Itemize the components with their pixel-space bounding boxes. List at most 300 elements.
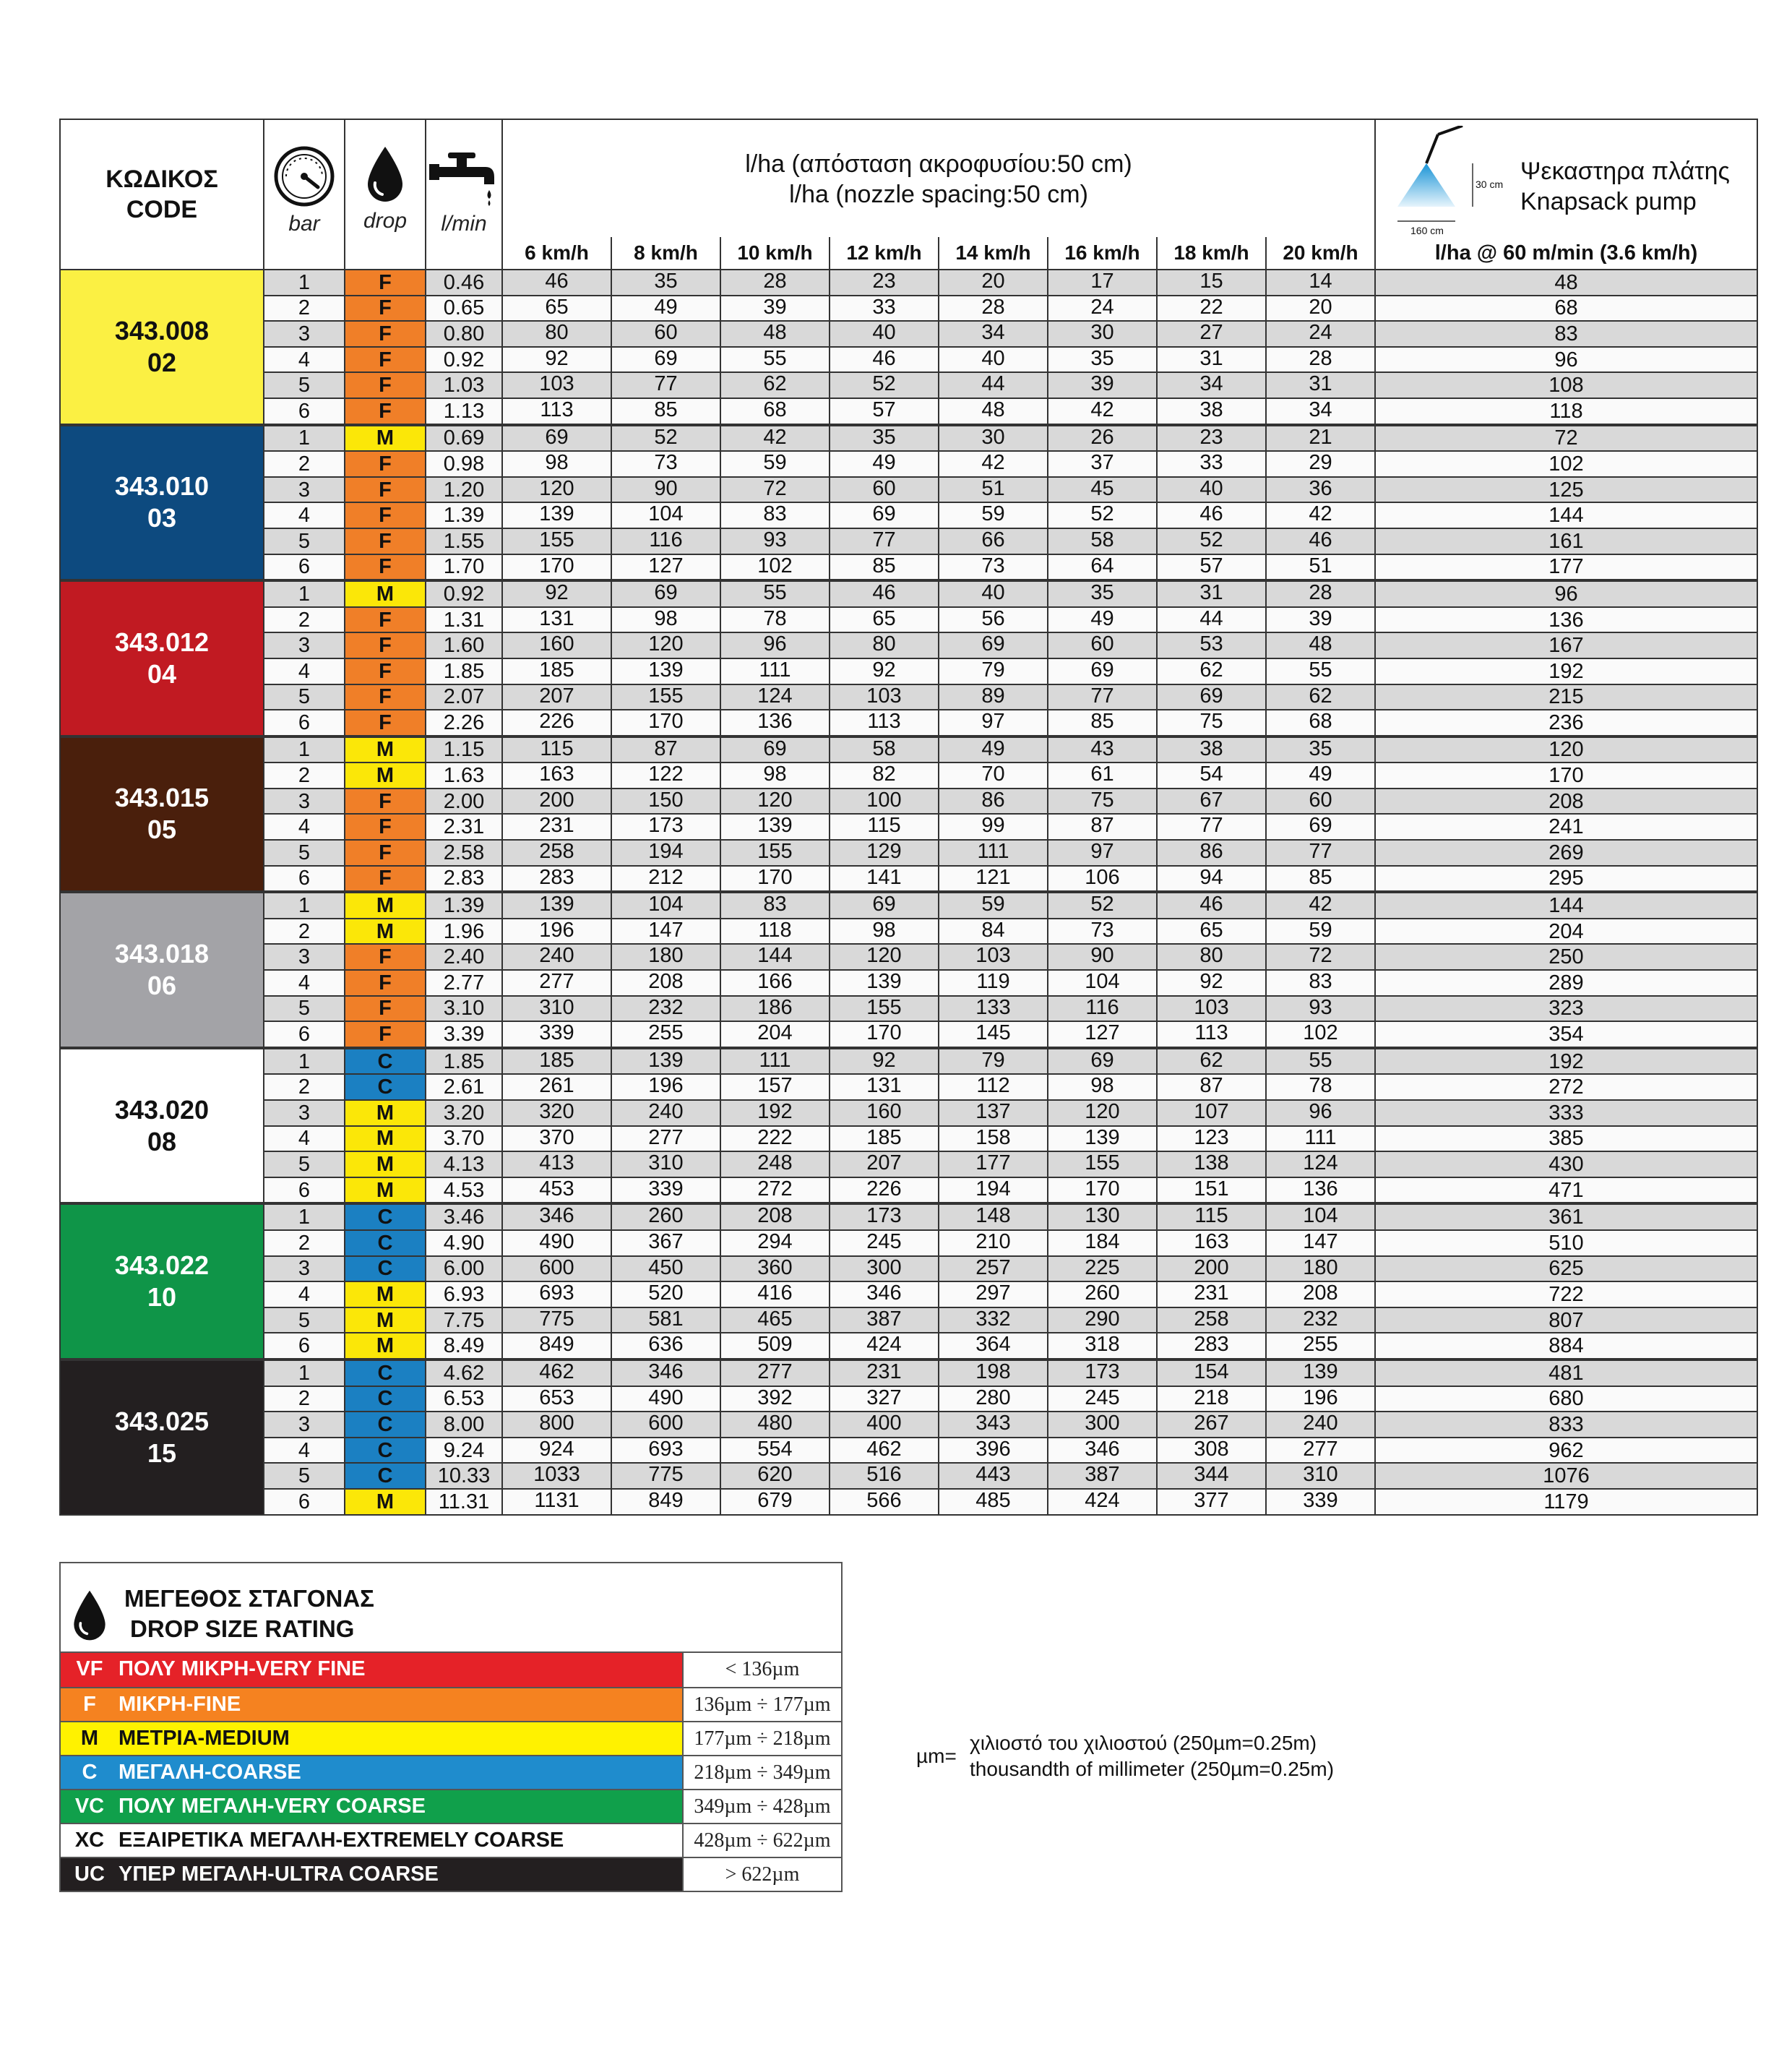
lmin-cell: 6.00 xyxy=(426,1256,502,1282)
lmin-cell: 4.13 xyxy=(426,1151,502,1177)
lha-cell: 139 xyxy=(1047,1127,1156,1151)
lha-values xyxy=(502,684,1375,710)
bar-cell: 3 xyxy=(264,321,345,347)
drop-size-cell: F xyxy=(345,477,426,503)
lha-cell: 1131 xyxy=(534,1488,580,1512)
lha-cell: 15 xyxy=(1156,270,1265,295)
bar-cell: 1 xyxy=(264,270,345,296)
lha-cell: 48 xyxy=(1375,270,1757,296)
lmin-cell: 1.15 xyxy=(426,736,502,763)
lha-cell: 51 xyxy=(1265,555,1374,580)
lha-cell: 962 xyxy=(1375,1438,1757,1464)
lha-cell: 693 xyxy=(611,1438,720,1463)
lha-cell: 45 xyxy=(1047,478,1156,502)
lha-cell: 42 xyxy=(1047,399,1156,424)
nozzle-code-number: 343.022 xyxy=(114,1250,210,1281)
lha-cell: 471 xyxy=(1375,1177,1757,1204)
lha-cell: 277 xyxy=(720,1361,829,1386)
lha-cell: 170 xyxy=(720,867,829,891)
micron-note-en: thousandth of millimeter (250µm=0.25m) xyxy=(970,1758,1335,1780)
lha-cell: 87 xyxy=(1047,815,1156,839)
table-row xyxy=(60,1021,1757,1048)
lmin-cell: 6.53 xyxy=(426,1386,502,1412)
code-label-en: CODE xyxy=(126,196,198,223)
nozzle-code xyxy=(60,425,264,581)
bar-cell: 4 xyxy=(264,970,345,996)
lha-values xyxy=(502,1256,1375,1282)
lha-cell: 354 xyxy=(1375,1021,1757,1048)
lha-cell: 232 xyxy=(611,997,720,1021)
lha-values xyxy=(502,1386,1375,1412)
lha-cell: 775 xyxy=(611,1464,720,1488)
lha-cell: 257 xyxy=(938,1257,1047,1281)
lha-cell: 241 xyxy=(1375,814,1757,840)
lha-values xyxy=(502,736,1375,763)
lha-cell: 186 xyxy=(720,997,829,1021)
lha-cell: 46 xyxy=(1265,529,1374,554)
lmin-cell: 3.70 xyxy=(426,1126,502,1152)
lmin-cell: 2.58 xyxy=(426,840,502,866)
lmin-cell: 1.31 xyxy=(426,607,502,633)
bar-cell: 2 xyxy=(264,1074,345,1100)
lha-cell: 20 xyxy=(1265,296,1374,321)
lha-cell: 75 xyxy=(1156,710,1265,735)
lha-cell: 46 xyxy=(1156,503,1265,528)
lha-cell: 208 xyxy=(611,971,720,995)
lha-title-en: l/ha (nozzle spacing:50 cm) xyxy=(789,181,1088,208)
lha-cell: 424 xyxy=(829,1333,938,1358)
lha-cell: 240 xyxy=(1265,1412,1374,1437)
lha-cell: 49 xyxy=(1265,763,1374,788)
lha-cell: 462 xyxy=(829,1438,938,1463)
lha-values xyxy=(502,1281,1375,1307)
lha-cell: 93 xyxy=(1265,997,1374,1021)
drop-size-cell: F xyxy=(345,296,426,322)
lmin-cell: 3.10 xyxy=(426,996,502,1022)
lha-cell: 104 xyxy=(1265,1205,1374,1229)
lha-values xyxy=(502,1203,1375,1230)
lha-values xyxy=(502,372,1375,398)
lha-cell: 121 xyxy=(938,867,1047,891)
lha-cell: 180 xyxy=(611,945,720,969)
lha-values xyxy=(502,477,1375,503)
lha-cell: 83 xyxy=(720,503,829,528)
lha-cell: 1076 xyxy=(1375,1463,1757,1489)
bar-cell: 4 xyxy=(264,658,345,684)
bar-cell: 5 xyxy=(264,1151,345,1177)
lha-cell: 137 xyxy=(938,1101,1047,1125)
lha-cell: 196 xyxy=(1265,1387,1374,1412)
lha-cell: 85 xyxy=(611,399,720,424)
lha-cell: 185 xyxy=(539,658,574,682)
bar-cell: 3 xyxy=(264,789,345,815)
legend-header xyxy=(61,1563,841,1653)
drop-size-cell: F xyxy=(345,554,426,581)
lha-cell: 139 xyxy=(1265,1361,1374,1386)
lha-cell: 127 xyxy=(1047,1022,1156,1047)
bar-cell: 1 xyxy=(264,1048,345,1075)
lha-values xyxy=(502,1177,1375,1204)
nozzle-code-number: 343.018 xyxy=(114,939,210,969)
drop-size-cell: F xyxy=(345,658,426,684)
nozzle-code-number: 343.010 xyxy=(114,471,210,502)
lha-cell: 300 xyxy=(829,1257,938,1281)
lha-cell: 566 xyxy=(829,1490,938,1514)
lha-cell: 42 xyxy=(1265,503,1374,528)
table-row xyxy=(60,1386,1757,1412)
drop-size-cell: M xyxy=(345,425,426,452)
lha-values xyxy=(502,1074,1375,1100)
lha-cell: 144 xyxy=(1375,502,1757,528)
lha-cell: 581 xyxy=(611,1308,720,1333)
drop-size-cell: F xyxy=(345,528,426,554)
lha-cell: 102 xyxy=(720,555,829,580)
legend-abbr: C xyxy=(82,1761,98,1784)
lha-cell: 68 xyxy=(720,399,829,424)
legend-range: 428µm ÷ 622µm xyxy=(682,1824,841,1857)
table-row xyxy=(60,1256,1757,1282)
table-row xyxy=(60,1438,1757,1464)
legend-title-en: DROP SIZE RATING xyxy=(130,1615,355,1642)
lmin-cell: 1.39 xyxy=(426,502,502,528)
lha-cell: 35 xyxy=(1265,738,1374,763)
lha-cell: 52 xyxy=(1047,893,1156,918)
lha-cell: 42 xyxy=(720,426,829,451)
lha-cell: 43 xyxy=(1047,738,1156,763)
lha-cell: 90 xyxy=(611,478,720,502)
table-row xyxy=(60,1281,1757,1307)
lha-values xyxy=(502,919,1375,945)
lha-cell: 122 xyxy=(611,763,720,788)
lha-cell: 65 xyxy=(545,295,569,319)
lha-cell: 198 xyxy=(938,1361,1047,1386)
lha-cell: 124 xyxy=(1265,1152,1374,1177)
lha-cell: 60 xyxy=(829,478,938,502)
table-row xyxy=(60,1307,1757,1333)
lha-cell: 68 xyxy=(1375,296,1757,322)
lha-cell: 55 xyxy=(1265,659,1374,684)
lha-cell: 136 xyxy=(1375,607,1757,633)
lha-cell: 112 xyxy=(938,1075,1047,1099)
lha-cell: 155 xyxy=(611,685,720,710)
lha-cell: 267 xyxy=(1156,1412,1265,1437)
lmin-cell: 2.00 xyxy=(426,789,502,815)
drop-size-cell: C xyxy=(345,1359,426,1386)
legend-row xyxy=(61,1653,841,1687)
table-row xyxy=(60,347,1757,373)
table-row xyxy=(60,425,1757,452)
lha-cell: 69 xyxy=(1047,659,1156,684)
water-drop-icon xyxy=(365,145,405,205)
lha-cell: 360 xyxy=(720,1257,829,1281)
lha-cell: 103 xyxy=(539,372,574,396)
bar-cell: 3 xyxy=(264,1256,345,1282)
lha-cell: 56 xyxy=(938,608,1047,632)
lha-cell: 83 xyxy=(1265,971,1374,995)
drop-size-cell: F xyxy=(345,814,426,840)
lha-cell: 387 xyxy=(1047,1464,1156,1488)
table-row xyxy=(60,919,1757,945)
lha-cell: 78 xyxy=(720,608,829,632)
lmin-cell: 0.46 xyxy=(426,270,502,296)
lha-cell: 69 xyxy=(611,582,720,606)
lha-cell: 600 xyxy=(611,1412,720,1437)
lha-cell: 55 xyxy=(720,348,829,372)
lha-cell: 34 xyxy=(1265,399,1374,424)
lha-cell: 260 xyxy=(611,1205,720,1229)
bar-header xyxy=(264,119,345,270)
lha-cell: 49 xyxy=(938,738,1047,763)
lha-cell: 367 xyxy=(611,1231,720,1255)
lha-cell: 490 xyxy=(539,1229,574,1253)
lha-cell: 155 xyxy=(829,997,938,1021)
lha-cell: 222 xyxy=(720,1127,829,1151)
lha-cell: 226 xyxy=(539,710,574,734)
drop-size-cell: M xyxy=(345,1177,426,1204)
lha-cell: 72 xyxy=(1265,945,1374,969)
legend-label: ΜΙΚΡΗ-FINE xyxy=(119,1693,241,1716)
bar-cell: 6 xyxy=(264,1021,345,1048)
lha-cell: 144 xyxy=(1375,892,1757,919)
lha-cell: 80 xyxy=(829,633,938,658)
lha-cell: 46 xyxy=(829,348,938,372)
lha-cell: 151 xyxy=(1156,1178,1265,1203)
lha-cell: 800 xyxy=(539,1412,574,1435)
lha-cell: 147 xyxy=(1265,1231,1374,1255)
drop-size-cell: F xyxy=(345,502,426,528)
lha-cell: 208 xyxy=(1375,789,1757,815)
nozzle-size: 08 xyxy=(147,1126,177,1156)
nozzle-size: 10 xyxy=(147,1282,177,1313)
table-row xyxy=(60,296,1757,322)
lha-cell: 77 xyxy=(1265,841,1374,865)
lha-cell: 167 xyxy=(1375,632,1757,658)
speed-header: 16 km/h xyxy=(1047,237,1156,269)
lha-cell: 98 xyxy=(545,451,569,475)
lha-cell: 370 xyxy=(539,1125,574,1149)
lha-cell: 424 xyxy=(1047,1490,1156,1514)
lha-cell: 170 xyxy=(1047,1178,1156,1203)
lha-cell: 200 xyxy=(1156,1257,1265,1281)
lha-values xyxy=(502,1151,1375,1177)
lha-cell: 58 xyxy=(829,738,938,763)
drop-size-cell: F xyxy=(345,970,426,996)
table-row xyxy=(60,684,1757,710)
code-label-gr: ΚΩΔΙΚΟΣ xyxy=(105,166,218,193)
lha-cell: 450 xyxy=(611,1257,720,1281)
knapsack-header xyxy=(1375,119,1757,270)
lha-values xyxy=(502,1126,1375,1152)
lha-cell: 261 xyxy=(539,1074,574,1098)
lha-values xyxy=(502,1307,1375,1333)
lha-cell: 23 xyxy=(829,270,938,295)
legend-range: 177µm ÷ 218µm xyxy=(682,1722,841,1755)
lha-cell: 207 xyxy=(829,1152,938,1177)
drop-size-cell: M xyxy=(345,1281,426,1307)
bar-cell: 5 xyxy=(264,840,345,866)
knapsack-title-gr: Ψεκαστηρα πλάτης xyxy=(1520,158,1730,185)
lha-cell: 69 xyxy=(720,738,829,763)
lha-cell: 62 xyxy=(1156,659,1265,684)
lha-cell: 123 xyxy=(1156,1127,1265,1151)
speed-header: 8 km/h xyxy=(611,237,720,269)
nozzle-code xyxy=(60,1203,264,1359)
lha-cell: 17 xyxy=(1047,270,1156,295)
lmin-cell: 4.90 xyxy=(426,1230,502,1256)
lha-cell: 133 xyxy=(938,997,1047,1021)
code-header xyxy=(60,119,264,270)
speed-headers xyxy=(503,237,1374,269)
bar-cell: 3 xyxy=(264,632,345,658)
lha-cell: 14 xyxy=(1265,270,1374,295)
nozzle-size: 04 xyxy=(147,658,177,689)
lha-cell: 231 xyxy=(829,1361,938,1386)
lha-cell: 96 xyxy=(720,633,829,658)
lha-cell: 48 xyxy=(1265,633,1374,658)
lha-cell: 42 xyxy=(1265,893,1374,918)
table-row xyxy=(60,1359,1757,1386)
lha-cell: 111 xyxy=(1265,1127,1374,1151)
bar-cell: 2 xyxy=(264,296,345,322)
lha-cell: 69 xyxy=(938,633,1047,658)
lha-cell: 1033 xyxy=(533,1463,580,1487)
lha-cell: 83 xyxy=(720,893,829,918)
table-row xyxy=(60,1203,1757,1230)
lha-cell: 327 xyxy=(829,1387,938,1412)
lha-cell: 96 xyxy=(1375,347,1757,373)
lha-cell: 155 xyxy=(720,841,829,865)
lha-cell: 116 xyxy=(611,529,720,554)
lha-values xyxy=(502,632,1375,658)
lha-cell: 27 xyxy=(1156,322,1265,346)
lha-values xyxy=(502,658,1375,684)
lmin-cell: 2.26 xyxy=(426,710,502,736)
lha-cell: 387 xyxy=(829,1308,938,1333)
legend-row xyxy=(61,1823,841,1857)
lha-cell: 69 xyxy=(1156,685,1265,710)
lha-cell: 124 xyxy=(720,685,829,710)
lha-cell: 49 xyxy=(1047,608,1156,632)
lha-cell: 90 xyxy=(1047,945,1156,969)
legend-range: > 622µm xyxy=(682,1858,841,1891)
lha-cell: 722 xyxy=(1375,1281,1757,1307)
table-row xyxy=(60,970,1757,996)
lha-cell: 86 xyxy=(938,789,1047,814)
lha-cell: 160 xyxy=(539,632,574,656)
lha-cell: 145 xyxy=(938,1022,1047,1047)
lha-cell: 30 xyxy=(1047,322,1156,346)
lha-cell: 136 xyxy=(1265,1178,1374,1203)
drop-size-cell: C xyxy=(345,1230,426,1256)
lha-cell: 248 xyxy=(720,1152,829,1177)
lha-cell: 73 xyxy=(938,555,1047,580)
lha-cell: 85 xyxy=(1265,867,1374,891)
lha-cell: 139 xyxy=(611,659,720,684)
bar-cell: 5 xyxy=(264,684,345,710)
table-row xyxy=(60,1048,1757,1075)
lha-cell: 207 xyxy=(539,684,574,708)
legend-range: < 136µm xyxy=(682,1653,841,1687)
drop-size-cell: C xyxy=(345,1048,426,1075)
lha-cell: 48 xyxy=(720,322,829,346)
lmin-cell: 8.49 xyxy=(426,1333,502,1359)
table-row xyxy=(60,1126,1757,1152)
drop-size-cell: F xyxy=(345,944,426,970)
lha-cell: 215 xyxy=(1375,684,1757,710)
lha-cell: 69 xyxy=(829,893,938,918)
lha-cell: 30 xyxy=(938,426,1047,451)
lha-cell: 94 xyxy=(1156,867,1265,891)
lha-cell: 480 xyxy=(720,1412,829,1437)
bar-cell: 1 xyxy=(264,736,345,763)
lha-cell: 28 xyxy=(1265,582,1374,606)
lha-cell: 49 xyxy=(829,452,938,476)
nozzle-code xyxy=(60,1048,264,1204)
legend-rows xyxy=(61,1653,841,1891)
bar-cell: 6 xyxy=(264,710,345,736)
lha-cell: 346 xyxy=(539,1204,574,1228)
lha-cell: 120 xyxy=(539,476,574,500)
table-row xyxy=(60,528,1757,554)
drop-size-cell: F xyxy=(345,710,426,736)
lha-cell: 68 xyxy=(1265,710,1374,735)
lha-cell: 115 xyxy=(1156,1205,1265,1229)
lmin-cell: 1.70 xyxy=(426,554,502,581)
lha-cell: 37 xyxy=(1047,452,1156,476)
lha-cell: 24 xyxy=(1265,322,1374,346)
lha-cell: 150 xyxy=(611,789,720,814)
drop-size-cell: F xyxy=(345,789,426,815)
lha-cell: 65 xyxy=(1156,919,1265,944)
lha-cell: 125 xyxy=(1375,477,1757,503)
lha-cell: 136 xyxy=(720,710,829,735)
legend-row xyxy=(61,1721,841,1755)
lha-cell: 392 xyxy=(720,1387,829,1412)
lha-cell: 653 xyxy=(539,1386,574,1409)
lmin-cell: 7.75 xyxy=(426,1307,502,1333)
legend-abbr: F xyxy=(83,1693,96,1716)
table-row xyxy=(60,736,1757,763)
lmin-cell: 1.39 xyxy=(426,892,502,919)
lha-cell: 28 xyxy=(938,296,1047,321)
lha-cell: 106 xyxy=(1047,867,1156,891)
lha-values xyxy=(502,347,1375,373)
legend-row xyxy=(61,1857,841,1891)
drop-size-cell: C xyxy=(345,1412,426,1438)
lha-cell: 1179 xyxy=(1375,1489,1757,1515)
lha-cell: 23 xyxy=(1156,426,1265,451)
lha-values xyxy=(502,270,1375,296)
lha-cell: 194 xyxy=(938,1178,1047,1203)
lha-cell: 163 xyxy=(1156,1231,1265,1255)
lha-values xyxy=(502,607,1375,633)
lha-cell: 44 xyxy=(1156,608,1265,632)
lha-cell: 96 xyxy=(1265,1101,1374,1125)
lha-cell: 127 xyxy=(611,555,720,580)
drop-size-cell: C xyxy=(345,1386,426,1412)
lha-cell: 462 xyxy=(539,1359,574,1383)
lha-cell: 52 xyxy=(829,373,938,398)
legend-label: ΠΟΛΥ ΜΕΓΑΛΗ-VERY COARSE xyxy=(119,1795,426,1818)
table-row xyxy=(60,1412,1757,1438)
lha-cell: 103 xyxy=(938,945,1047,969)
lmin-cell: 2.07 xyxy=(426,684,502,710)
lha-cell: 130 xyxy=(1047,1205,1156,1229)
lha-cell: 115 xyxy=(540,736,574,760)
lha-cell: 52 xyxy=(1156,529,1265,554)
lha-cell: 113 xyxy=(540,398,574,421)
lha-cell: 481 xyxy=(1375,1359,1757,1386)
